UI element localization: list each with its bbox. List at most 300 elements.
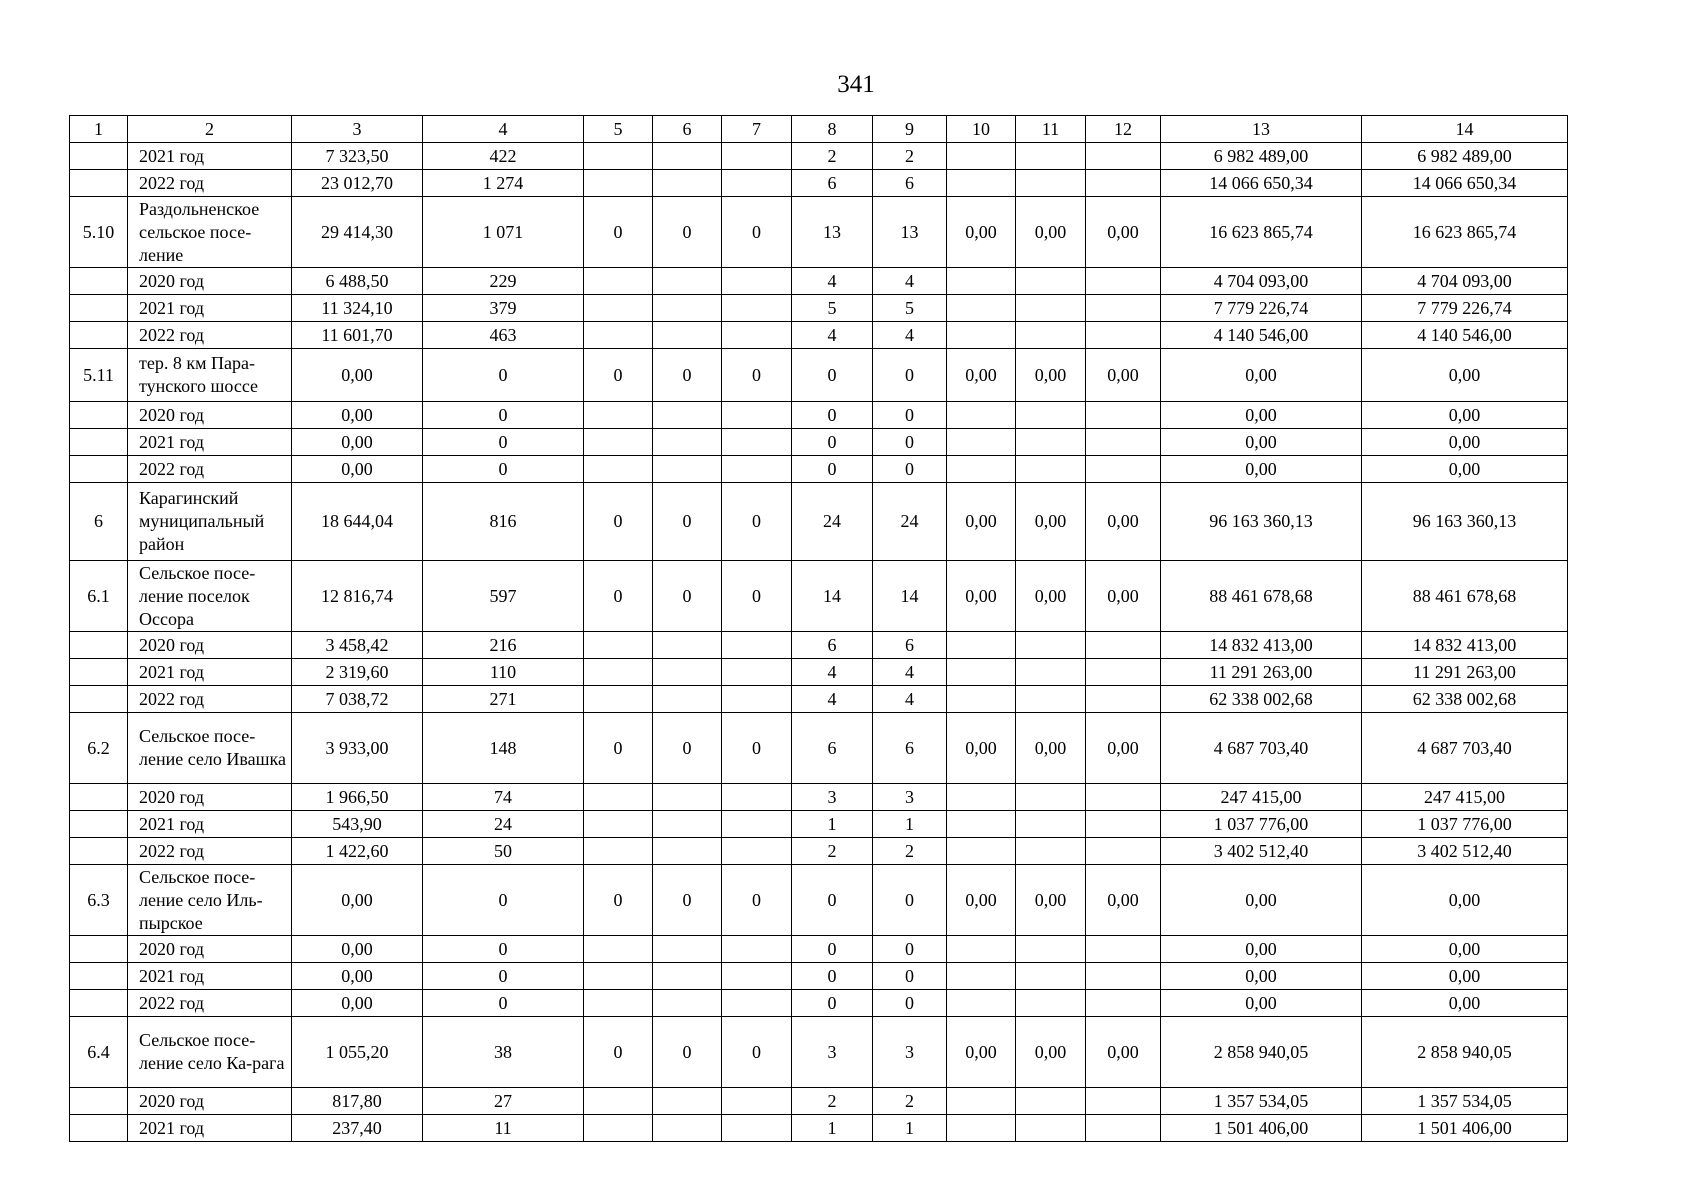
table-cell xyxy=(947,990,1016,1017)
table-cell: 4 xyxy=(873,686,947,713)
table-cell: 2 xyxy=(873,838,947,865)
table-cell xyxy=(653,936,722,963)
table-cell: 2 xyxy=(873,143,947,170)
table-cell xyxy=(722,170,792,197)
table-cell: 0 xyxy=(873,349,947,402)
table-cell: 0 xyxy=(584,865,653,936)
table-cell xyxy=(70,686,128,713)
table-cell xyxy=(653,784,722,811)
table-cell xyxy=(70,811,128,838)
table-cell: 0,00 xyxy=(292,402,423,429)
table-cell xyxy=(584,936,653,963)
table-cell: 11 324,10 xyxy=(292,295,423,322)
table-cell: 2021 год xyxy=(128,811,292,838)
table-cell xyxy=(1016,429,1086,456)
table-row xyxy=(70,1115,1568,1142)
table-cell: 247 415,00 xyxy=(1161,784,1362,811)
table-row xyxy=(70,865,1568,936)
table-cell: 2020 год xyxy=(128,1088,292,1115)
table-cell: 0 xyxy=(584,483,653,561)
table-cell: 0 xyxy=(653,561,722,632)
table-cell xyxy=(1086,659,1161,686)
table-row xyxy=(70,561,1568,632)
table-cell xyxy=(722,990,792,1017)
table-cell: 11 601,70 xyxy=(292,322,423,349)
table-cell: 24 xyxy=(792,483,873,561)
header-row xyxy=(70,116,1568,143)
column-header: 5 xyxy=(584,116,653,143)
table-cell: 0,00 xyxy=(1362,349,1568,402)
table-cell: 14 832 413,00 xyxy=(1362,632,1568,659)
table-cell: 2 xyxy=(792,838,873,865)
table-cell: 0,00 xyxy=(1362,865,1568,936)
table-cell: 3 933,00 xyxy=(292,713,423,784)
table-cell xyxy=(947,1088,1016,1115)
table-cell: 1 357 534,05 xyxy=(1362,1088,1568,1115)
table-cell: 3 402 512,40 xyxy=(1161,838,1362,865)
column-header: 6 xyxy=(653,116,722,143)
table-cell: 14 832 413,00 xyxy=(1161,632,1362,659)
table-cell: 5 xyxy=(873,295,947,322)
table-row xyxy=(70,429,1568,456)
table-cell: 96 163 360,13 xyxy=(1161,483,1362,561)
table-cell xyxy=(1016,322,1086,349)
table-cell: 2020 год xyxy=(128,936,292,963)
table-cell: 0,00 xyxy=(292,990,423,1017)
table-cell: 2022 год xyxy=(128,838,292,865)
table-cell: 0,00 xyxy=(1362,990,1568,1017)
table-cell xyxy=(1016,456,1086,483)
table-cell: 0 xyxy=(722,713,792,784)
table-cell xyxy=(584,990,653,1017)
table-cell xyxy=(653,811,722,838)
table-cell: 4 687 703,40 xyxy=(1161,713,1362,784)
table-cell xyxy=(947,686,1016,713)
table-cell: 3 xyxy=(792,784,873,811)
table-cell: 4 140 546,00 xyxy=(1362,322,1568,349)
table-cell xyxy=(70,936,128,963)
table-cell: 0,00 xyxy=(1016,1017,1086,1088)
table-cell: 0,00 xyxy=(1161,429,1362,456)
table-cell: 2 858 940,05 xyxy=(1161,1017,1362,1088)
column-header: 7 xyxy=(722,116,792,143)
table-cell: 4 xyxy=(873,268,947,295)
table-cell xyxy=(1086,1088,1161,1115)
table-cell: 0 xyxy=(653,713,722,784)
column-header: 2 xyxy=(128,116,292,143)
table-cell xyxy=(722,429,792,456)
table-cell xyxy=(653,268,722,295)
table-row xyxy=(70,1017,1568,1088)
table-row xyxy=(70,143,1568,170)
table-cell: 0,00 xyxy=(1016,349,1086,402)
table-cell xyxy=(70,322,128,349)
table-cell xyxy=(1016,963,1086,990)
table-cell: 29 414,30 xyxy=(292,197,423,268)
table-cell: 4 xyxy=(792,686,873,713)
table-cell xyxy=(1086,295,1161,322)
table-cell xyxy=(70,838,128,865)
table-cell: 11 291 263,00 xyxy=(1161,659,1362,686)
table-cell xyxy=(653,1115,722,1142)
table-cell xyxy=(947,811,1016,838)
table-cell xyxy=(722,686,792,713)
table-cell xyxy=(584,322,653,349)
table-cell xyxy=(584,170,653,197)
column-header: 8 xyxy=(792,116,873,143)
table-cell: 6.1 xyxy=(70,561,128,632)
table-cell: 817,80 xyxy=(292,1088,423,1115)
table-cell xyxy=(1016,838,1086,865)
table-cell: 96 163 360,13 xyxy=(1362,483,1568,561)
table-cell xyxy=(584,456,653,483)
table-cell xyxy=(1016,1088,1086,1115)
table-cell: 1 037 776,00 xyxy=(1362,811,1568,838)
table-cell: 1 037 776,00 xyxy=(1161,811,1362,838)
table-cell xyxy=(584,268,653,295)
table-row xyxy=(70,713,1568,784)
table-cell xyxy=(1086,402,1161,429)
table-cell xyxy=(70,268,128,295)
table-cell xyxy=(722,456,792,483)
table-cell: 0 xyxy=(722,1017,792,1088)
table-cell: 597 xyxy=(423,561,584,632)
table-cell: 0,00 xyxy=(947,197,1016,268)
table-cell xyxy=(1086,1115,1161,1142)
table-cell: 6 xyxy=(792,632,873,659)
table-cell: 0,00 xyxy=(292,429,423,456)
table-cell: 0 xyxy=(584,197,653,268)
table-cell: 216 xyxy=(423,632,584,659)
table-cell: 14 xyxy=(873,561,947,632)
table-cell: 0,00 xyxy=(1086,197,1161,268)
table-cell xyxy=(947,963,1016,990)
table-cell: 0 xyxy=(873,936,947,963)
table-cell xyxy=(1016,268,1086,295)
table-cell: 2021 год xyxy=(128,659,292,686)
table-cell xyxy=(584,659,653,686)
table-cell: 0 xyxy=(873,456,947,483)
table-cell: 0 xyxy=(792,963,873,990)
table-cell: 229 xyxy=(423,268,584,295)
table-cell: 7 779 226,74 xyxy=(1362,295,1568,322)
column-header: 9 xyxy=(873,116,947,143)
table-cell xyxy=(947,429,1016,456)
table-cell: 3 402 512,40 xyxy=(1362,838,1568,865)
table-cell xyxy=(947,143,1016,170)
table-cell: 0,00 xyxy=(292,936,423,963)
table-cell: 2021 год xyxy=(128,429,292,456)
table-cell xyxy=(1016,811,1086,838)
table-cell: 0,00 xyxy=(292,349,423,402)
table-cell xyxy=(584,1115,653,1142)
table-cell: 4 xyxy=(792,322,873,349)
table-cell: 0,00 xyxy=(947,865,1016,936)
table-body xyxy=(70,116,1568,1142)
table-cell xyxy=(947,936,1016,963)
table-cell: 0 xyxy=(653,197,722,268)
column-header: 1 xyxy=(70,116,128,143)
table-cell: 6 xyxy=(873,713,947,784)
table-cell xyxy=(584,811,653,838)
table-cell: 0 xyxy=(653,1017,722,1088)
table-cell: 74 xyxy=(423,784,584,811)
table-cell xyxy=(1086,170,1161,197)
table-cell: 18 644,04 xyxy=(292,483,423,561)
table-cell: 2020 год xyxy=(128,268,292,295)
table-cell xyxy=(653,659,722,686)
table-cell xyxy=(584,429,653,456)
table-cell xyxy=(1016,632,1086,659)
column-header: 12 xyxy=(1086,116,1161,143)
table-cell xyxy=(1086,268,1161,295)
table-cell xyxy=(653,429,722,456)
table-cell: 0 xyxy=(423,963,584,990)
table-cell xyxy=(653,402,722,429)
table-cell: 2020 год xyxy=(128,784,292,811)
table-cell xyxy=(947,170,1016,197)
table-cell: 3 xyxy=(873,1017,947,1088)
table-cell: 2022 год xyxy=(128,990,292,1017)
table-cell: 27 xyxy=(423,1088,584,1115)
table-row xyxy=(70,838,1568,865)
table-cell: 0,00 xyxy=(1161,349,1362,402)
table-cell xyxy=(1086,632,1161,659)
table-cell xyxy=(70,659,128,686)
table-cell xyxy=(653,632,722,659)
table-cell xyxy=(947,322,1016,349)
table-cell: 0,00 xyxy=(947,713,1016,784)
table-cell: 1 422,60 xyxy=(292,838,423,865)
table-cell: 0,00 xyxy=(947,1017,1016,1088)
table-cell xyxy=(722,811,792,838)
table-cell xyxy=(70,784,128,811)
table-cell: Сельское посе-ление село Ка-рага xyxy=(128,1017,292,1088)
table-cell: 0,00 xyxy=(947,483,1016,561)
table-row xyxy=(70,659,1568,686)
table-cell: 0,00 xyxy=(1016,561,1086,632)
table-cell: 0,00 xyxy=(1362,963,1568,990)
column-header: 11 xyxy=(1016,116,1086,143)
table-cell: 11 xyxy=(423,1115,584,1142)
table-cell: 2021 год xyxy=(128,295,292,322)
table-cell: 0 xyxy=(873,963,947,990)
table-cell: 1 071 xyxy=(423,197,584,268)
table-cell xyxy=(70,632,128,659)
table-cell xyxy=(1016,784,1086,811)
table-cell: 2020 год xyxy=(128,632,292,659)
table-cell: 2 319,60 xyxy=(292,659,423,686)
table-cell xyxy=(1086,990,1161,1017)
table-cell xyxy=(653,1088,722,1115)
table-cell: 0,00 xyxy=(1362,936,1568,963)
table-cell xyxy=(1086,322,1161,349)
table-cell: 0 xyxy=(792,429,873,456)
table-cell: 6 982 489,00 xyxy=(1362,143,1568,170)
table-cell: 0 xyxy=(423,429,584,456)
table-cell: 110 xyxy=(423,659,584,686)
table-cell: 7 038,72 xyxy=(292,686,423,713)
page-number: 341 xyxy=(837,71,875,98)
table-cell: 13 xyxy=(792,197,873,268)
table-row xyxy=(70,483,1568,561)
table-row xyxy=(70,990,1568,1017)
table-cell: тер. 8 км Пара-тунского шоссе xyxy=(128,349,292,402)
table-cell: 3 458,42 xyxy=(292,632,423,659)
table-cell: 6.3 xyxy=(70,865,128,936)
table-cell: 0,00 xyxy=(1086,561,1161,632)
table-cell: 4 xyxy=(792,659,873,686)
table-cell: 6 xyxy=(873,170,947,197)
table-row xyxy=(70,632,1568,659)
table-cell xyxy=(1086,143,1161,170)
table-cell: 12 816,74 xyxy=(292,561,423,632)
table-cell: 0,00 xyxy=(1086,865,1161,936)
table-cell xyxy=(1016,686,1086,713)
table-cell: 1 xyxy=(873,1115,947,1142)
table-cell: 1 274 xyxy=(423,170,584,197)
table-cell xyxy=(722,295,792,322)
table-cell: 0 xyxy=(653,349,722,402)
table-cell xyxy=(653,295,722,322)
table-cell xyxy=(1086,811,1161,838)
table-cell: 14 xyxy=(792,561,873,632)
table-cell: 2 xyxy=(873,1088,947,1115)
table-cell: 4 704 093,00 xyxy=(1362,268,1568,295)
table-cell xyxy=(584,963,653,990)
table-cell: 0,00 xyxy=(1086,349,1161,402)
table-cell: 38 xyxy=(423,1017,584,1088)
table-cell: 0 xyxy=(423,402,584,429)
table-cell: 5 xyxy=(792,295,873,322)
table-row xyxy=(70,349,1568,402)
table-cell: 2 xyxy=(792,1088,873,1115)
table-cell: 0 xyxy=(722,865,792,936)
table-cell: 2022 год xyxy=(128,170,292,197)
table-cell: 2021 год xyxy=(128,1115,292,1142)
column-header: 3 xyxy=(292,116,423,143)
table-cell: 16 623 865,74 xyxy=(1362,197,1568,268)
table-cell xyxy=(70,1088,128,1115)
table-cell: 0 xyxy=(792,865,873,936)
table-cell: 0,00 xyxy=(1362,402,1568,429)
table-row xyxy=(70,402,1568,429)
table-cell xyxy=(947,402,1016,429)
column-header: 4 xyxy=(423,116,584,143)
table-cell: 0 xyxy=(873,402,947,429)
table-cell: 0,00 xyxy=(1161,990,1362,1017)
table-cell: 88 461 678,68 xyxy=(1161,561,1362,632)
table-cell: 0 xyxy=(792,349,873,402)
table-cell: 6 xyxy=(792,170,873,197)
table-cell: 4 xyxy=(873,322,947,349)
table-cell: 6 982 489,00 xyxy=(1161,143,1362,170)
table-cell xyxy=(1086,936,1161,963)
table-cell: 6 xyxy=(70,483,128,561)
table-cell: 4 140 546,00 xyxy=(1161,322,1362,349)
table-cell xyxy=(70,429,128,456)
table-cell xyxy=(947,659,1016,686)
table-cell: 0,00 xyxy=(1161,402,1362,429)
table-cell: 62 338 002,68 xyxy=(1362,686,1568,713)
table-row xyxy=(70,170,1568,197)
table-cell: 24 xyxy=(873,483,947,561)
table-cell xyxy=(1016,143,1086,170)
table-cell: 0,00 xyxy=(1086,483,1161,561)
table-cell: 3 xyxy=(873,784,947,811)
table-cell: 0,00 xyxy=(1362,429,1568,456)
table-cell xyxy=(653,990,722,1017)
table-cell: 1 501 406,00 xyxy=(1362,1115,1568,1142)
table-row xyxy=(70,784,1568,811)
table-cell xyxy=(947,268,1016,295)
table-cell: Карагинский муниципальный район xyxy=(128,483,292,561)
table-cell: 422 xyxy=(423,143,584,170)
table-cell xyxy=(70,143,128,170)
table-cell: 0,00 xyxy=(1161,456,1362,483)
table-cell xyxy=(947,1115,1016,1142)
table-cell xyxy=(70,456,128,483)
table-cell: 0 xyxy=(873,990,947,1017)
table-cell: 0 xyxy=(792,936,873,963)
table-cell: 0 xyxy=(722,483,792,561)
table-cell: Раздольненское сельское посе-ление xyxy=(128,197,292,268)
table-cell: 6 xyxy=(873,632,947,659)
table-cell xyxy=(1016,1115,1086,1142)
table-cell: 13 xyxy=(873,197,947,268)
table-cell: 0 xyxy=(792,402,873,429)
table-cell xyxy=(584,686,653,713)
table-cell: 0 xyxy=(584,561,653,632)
table-cell: 2020 год xyxy=(128,402,292,429)
table-cell: 0 xyxy=(722,561,792,632)
table-cell xyxy=(584,838,653,865)
table-cell: 1 055,20 xyxy=(292,1017,423,1088)
table-cell: 0,00 xyxy=(947,561,1016,632)
table-cell: 4 704 093,00 xyxy=(1161,268,1362,295)
table-cell: 4 xyxy=(792,268,873,295)
column-header: 13 xyxy=(1161,116,1362,143)
table-cell: 0 xyxy=(423,349,584,402)
table-row xyxy=(70,322,1568,349)
table-cell: 0 xyxy=(584,349,653,402)
table-cell: 0 xyxy=(423,865,584,936)
table-cell: Сельское посе-ление село Иль-пырское xyxy=(128,865,292,936)
table-cell xyxy=(653,686,722,713)
table-cell xyxy=(722,838,792,865)
table-cell: 0,00 xyxy=(1161,963,1362,990)
table-row xyxy=(70,268,1568,295)
table-cell: 0,00 xyxy=(292,456,423,483)
table-cell xyxy=(722,963,792,990)
table-cell: 2022 год xyxy=(128,686,292,713)
table-cell xyxy=(584,295,653,322)
table-cell: 0 xyxy=(584,713,653,784)
table-cell xyxy=(947,295,1016,322)
table-cell xyxy=(947,456,1016,483)
table-cell: 6 488,50 xyxy=(292,268,423,295)
table-cell: 7 779 226,74 xyxy=(1161,295,1362,322)
table-cell: 0 xyxy=(584,1017,653,1088)
table-cell xyxy=(1016,402,1086,429)
table-cell: 4 687 703,40 xyxy=(1362,713,1568,784)
table-cell xyxy=(1086,963,1161,990)
table-cell: 0 xyxy=(792,456,873,483)
table-cell: 0 xyxy=(423,990,584,1017)
table-cell xyxy=(584,402,653,429)
table-row xyxy=(70,197,1568,268)
table-cell: 1 xyxy=(792,1115,873,1142)
